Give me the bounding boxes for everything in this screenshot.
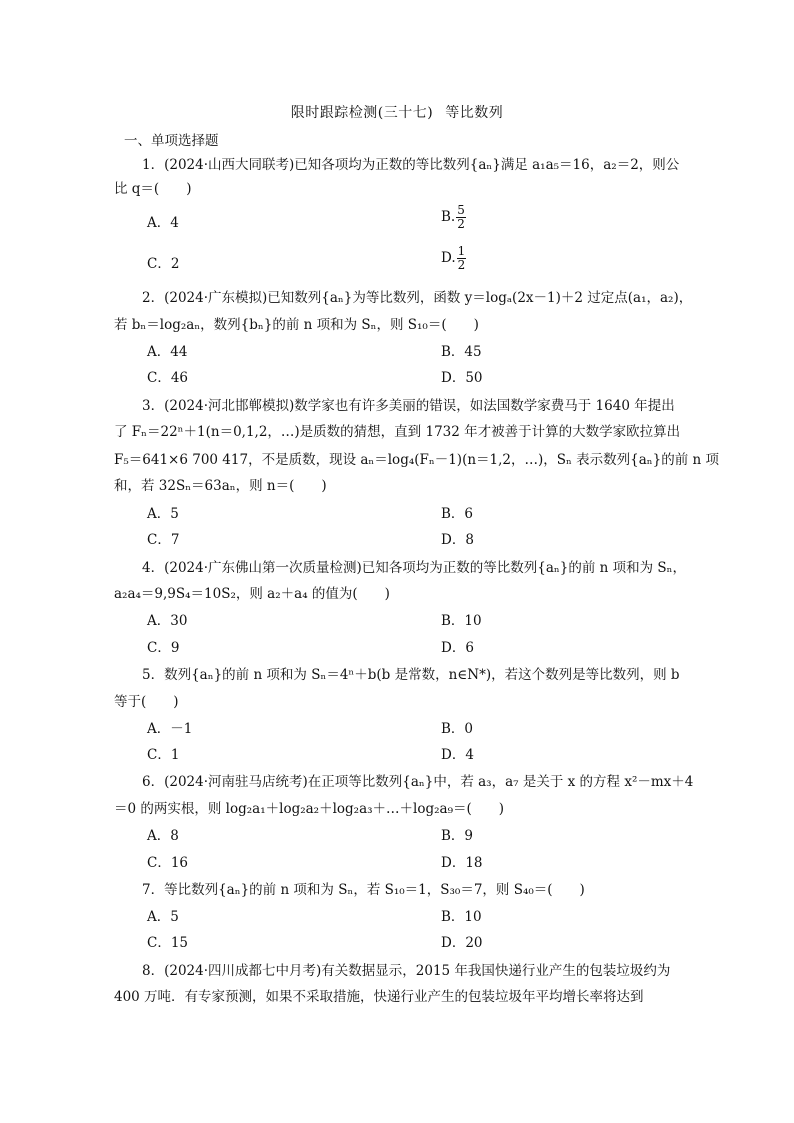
q6-option-a: A．8: [147, 828, 179, 844]
q5-stem-line2: 等于( ): [114, 694, 179, 710]
q1-option-a: A．4: [147, 215, 179, 231]
q2-option-c: C．46: [147, 370, 189, 386]
q7-option-d: D．20: [441, 935, 483, 951]
q1-option-b-fraction: [456, 204, 466, 231]
q4-option-a: A．30: [147, 613, 188, 629]
q4-stem-line1: 4．(2024·广东佛山第一次质量检测)已知各项均为正数的等比数列{aₙ}的前 n 项和为 Sₙ，: [142, 560, 686, 576]
q1-option-b: [441, 204, 466, 231]
q8-stem-line1: 8．(2024·四川成都七中月考)有关数据显示，2015 年我国快递行业产生的包装垃圾约为: [142, 963, 671, 979]
q3-option-d: D．8: [441, 532, 474, 548]
q1-option-b-numerator: 5: [457, 203, 465, 217]
q5-option-a: A．－1: [147, 721, 193, 737]
title-topic: 等比数列: [445, 105, 504, 121]
q3-option-a: A．5: [147, 506, 179, 522]
q1-option-d-numerator: 1: [457, 244, 466, 258]
page-title: [0, 102, 794, 122]
q3-stem-line2: 了 Fₙ＝22ⁿ＋1(n＝0,1,2，…)是质数的猜想，直到 1732 年才被善于计算的大数学家欧拉算出: [114, 424, 681, 440]
q5-option-c: C．1: [147, 747, 180, 763]
q5-option-b: B．0: [441, 721, 474, 737]
q7-option-b: B．10: [441, 909, 482, 925]
q1-option-d-denominator: 2: [457, 258, 466, 272]
q4-option-b: B．10: [441, 613, 482, 629]
q1-option-d-label: D.: [441, 250, 456, 266]
q7-stem-line1: 7．等比数列{aₙ}的前 n 项和为 Sₙ，若 S₁₀＝1，S₃₀＝7，则 S₄₀＝( ): [142, 882, 585, 898]
q2-stem-line1: 2．(2024·广东模拟)已知数列{aₙ}为等比数列，函数 y＝logₐ(2x－1)＋2 过定点(a₁，a₂)，: [142, 290, 693, 306]
q1-option-d: [441, 245, 466, 272]
q4-option-c: C．9: [147, 640, 180, 656]
q6-option-c: C．16: [147, 855, 189, 871]
q4-stem-line2: a₂a₄＝9,9S₄＝10S₂，则 a₂＋a₄ 的值为( ): [114, 586, 390, 602]
q3-option-c: C．7: [147, 532, 180, 548]
q1-option-b-denominator: 2: [457, 217, 465, 231]
q6-stem-line1: 6．(2024·河南驻马店统考)在正项等比数列{aₙ}中，若 a₃，a₇ 是关于 x 的方程 x²－mx＋4: [142, 774, 694, 790]
q5-stem-line1: 5．数列{aₙ}的前 n 项和为 Sₙ＝4ⁿ＋b(b 是常数，n∈N*)，若这个数列是等比数列，则 b: [142, 667, 680, 683]
q1-option-d-fraction: [457, 245, 467, 272]
title-main: 限时跟踪检测(三十七): [290, 105, 434, 121]
q2-stem-line2: 若 bₙ＝log₂aₙ，数列{bₙ}的前 n 项和为 Sₙ，则 S₁₀＝( ): [114, 317, 479, 333]
q1-option-b-label: B.: [441, 209, 456, 225]
q8-stem-line2: 400 万吨．有专家预测，如果不采取措施，快递行业产生的包装垃圾年平均增长率将达到: [114, 989, 644, 1005]
q2-option-a: A．44: [147, 344, 188, 360]
q1-stem-line2: 比 q＝( ): [114, 181, 192, 197]
q4-option-d: D．6: [441, 640, 474, 656]
q6-option-d: D．18: [441, 855, 483, 871]
q6-option-b: B．9: [441, 828, 474, 844]
q2-option-b: B．45: [441, 344, 482, 360]
q2-option-d: D．50: [441, 370, 483, 386]
q1-stem-line1: 1．(2024·山西大同联考)已知各项均为正数的等比数列{aₙ}满足 a₁a₅＝16，a₂＝2，则公: [142, 157, 680, 173]
q3-stem-line1: 3．(2024·河北邯郸模拟)数学家也有许多美丽的错误，如法国数学家费马于 1640 年提出: [142, 398, 675, 414]
q3-stem-line3: F₅＝641×6 700 417，不是质数，现设 aₙ＝log₄(Fₙ－1)(n＝1,2，…)，Sₙ 表示数列{aₙ}的前 n 项: [114, 452, 719, 468]
q6-stem-line2: ＝0 的两实根，则 log₂a₁＋log₂a₂＋log₂a₃＋…＋log₂a₉＝( ): [114, 801, 505, 817]
q3-option-b: B．6: [441, 506, 474, 522]
q1-option-c: C．2: [147, 256, 180, 272]
section-heading: 一、单项选择题: [124, 133, 219, 149]
q5-option-d: D．4: [441, 747, 474, 763]
q3-stem-line4: 和，若 32Sₙ＝63aₙ，则 n＝( ): [114, 478, 327, 494]
q7-option-a: A．5: [147, 909, 179, 925]
q7-option-c: C．15: [147, 935, 189, 951]
